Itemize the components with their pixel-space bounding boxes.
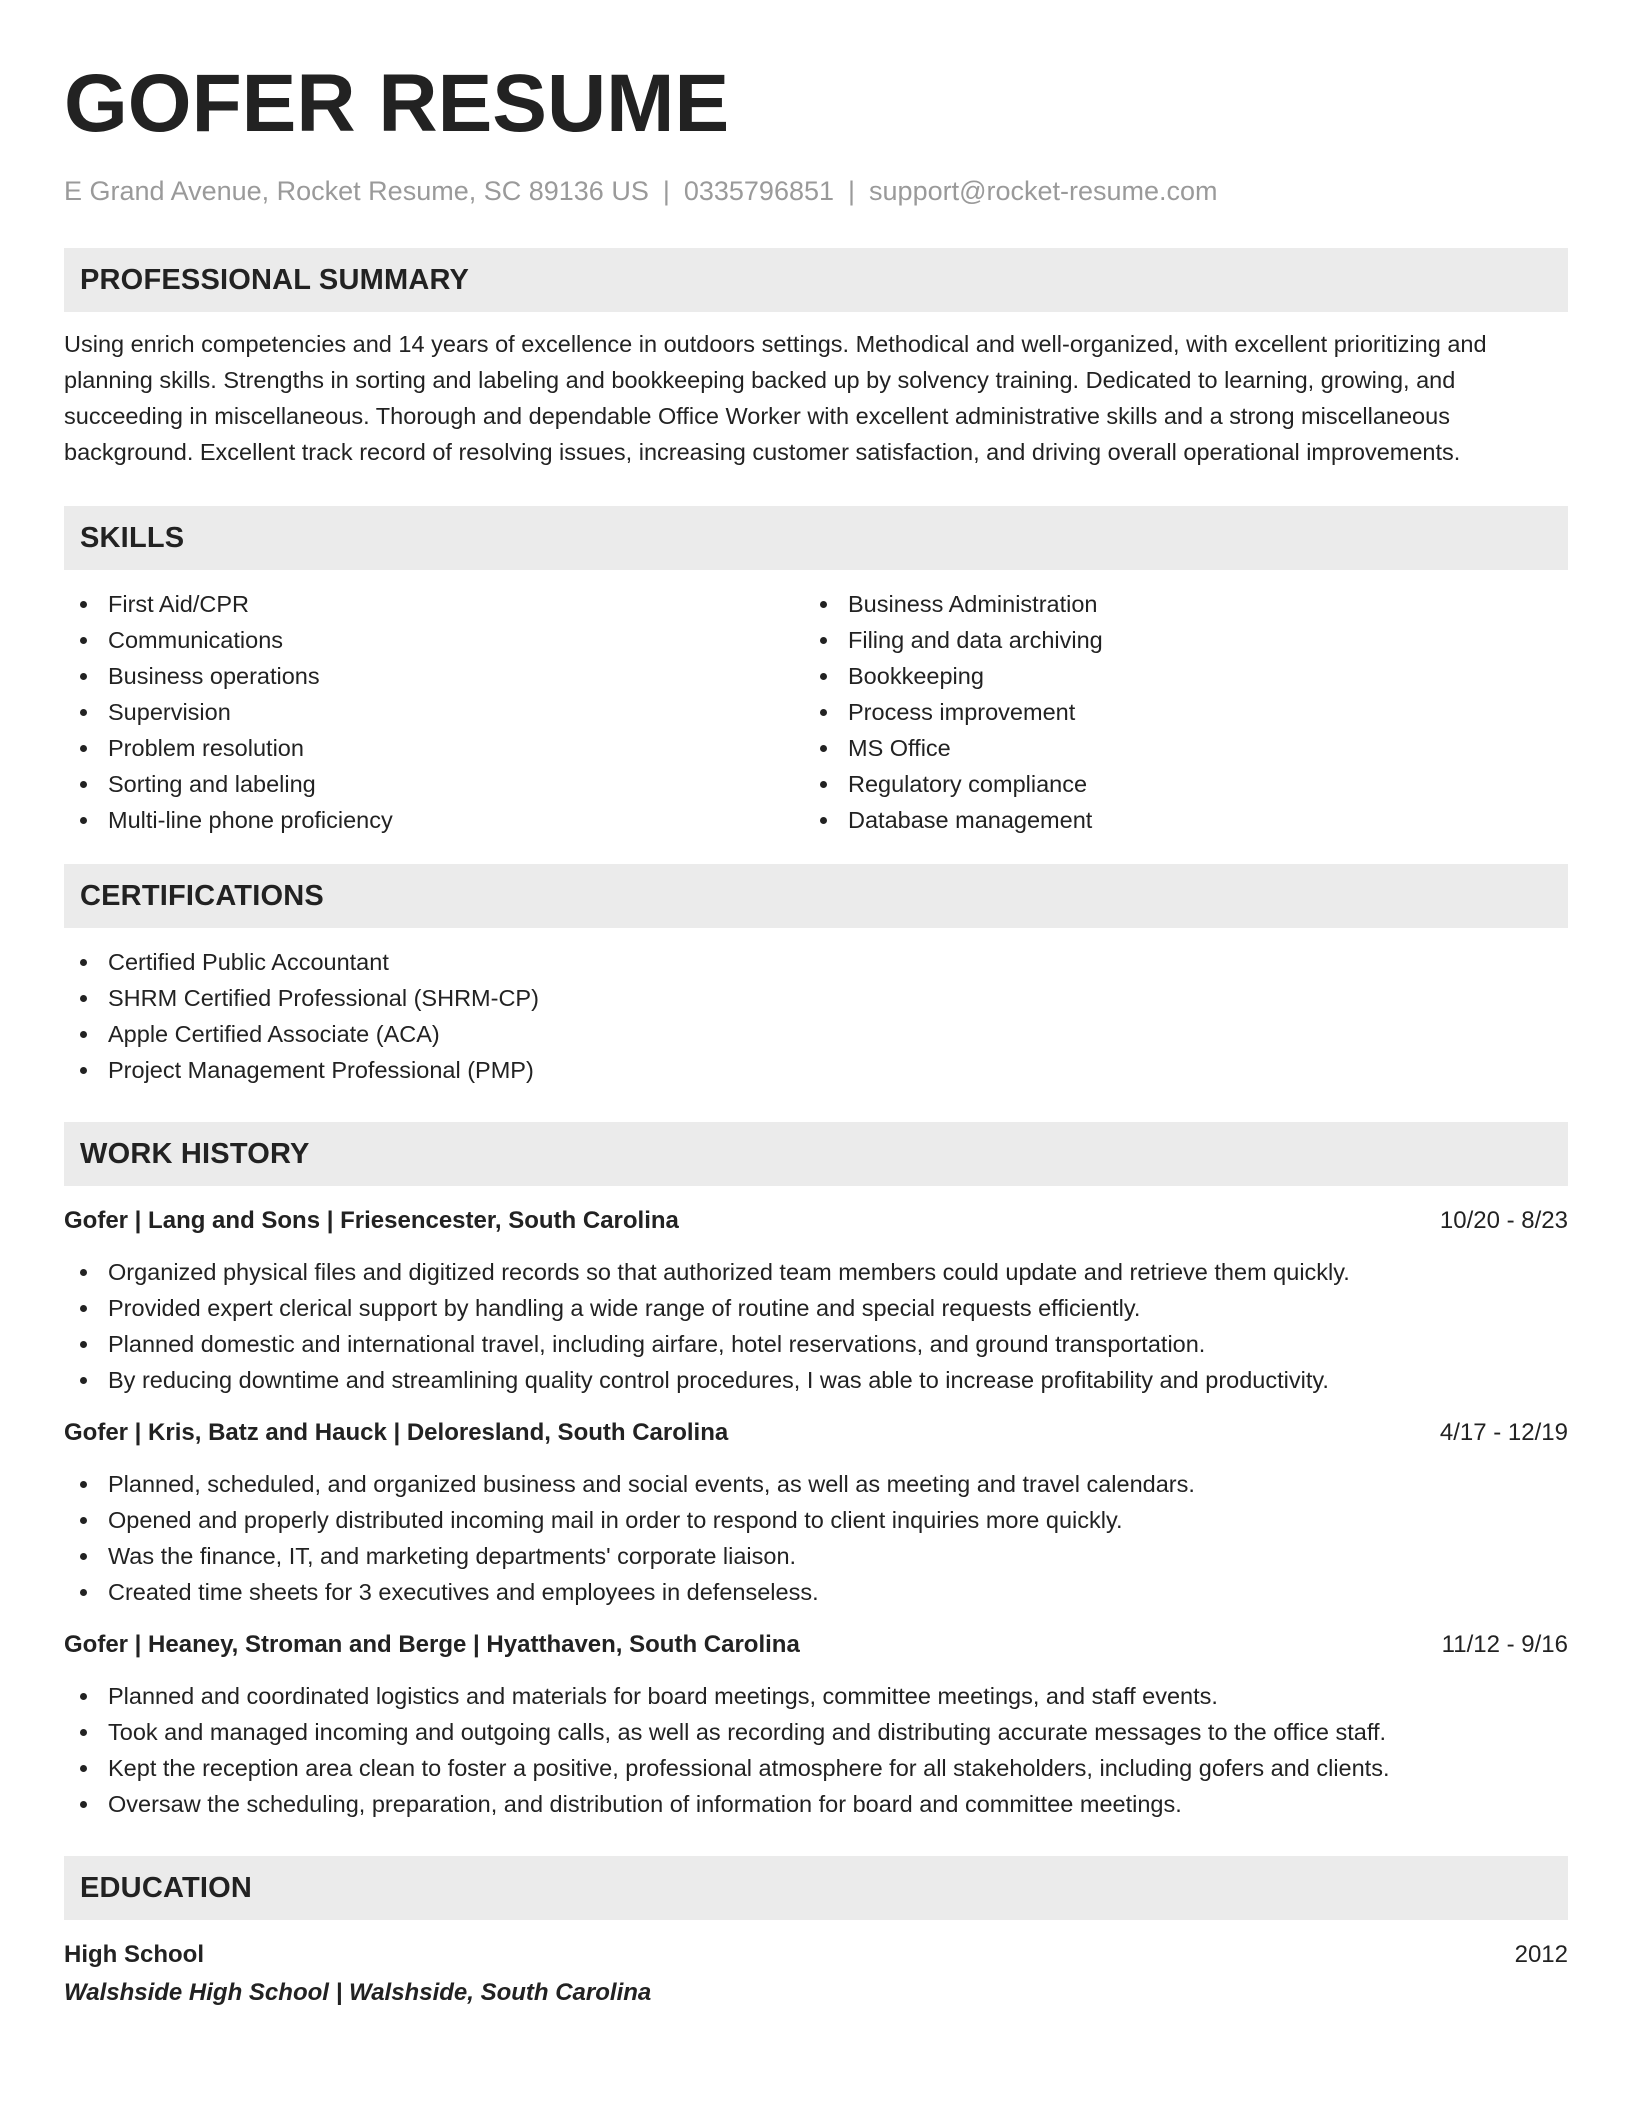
job-duty: Took and managed incoming and outgoing calls, as well as recording and distributing accurate messages to the office staff. (64, 1714, 1568, 1750)
skill-item: Process improvement (804, 694, 1544, 730)
job-header (64, 1204, 1568, 1238)
job-dates: 11/12 - 9/16 (1441, 1631, 1568, 1658)
skill-item: Sorting and labeling (64, 766, 804, 802)
job-title: Gofer | Lang and Sons | Friesencester, South Carolina (64, 1207, 679, 1234)
job-header (64, 1416, 1568, 1450)
skills-column-left (64, 586, 804, 838)
summary-text: Using enrich competencies and 14 years of excellence in outdoors settings. Methodical and well-organized, with excellent prioritizing and planning skills. Strengths in sorting and labeling and bookkeeping backed up by solvency training. Dedicated to learning, growing, and succeeding in miscellaneous. Thorough and dependable Office Worker with excellent administrative skills and a strong miscellaneous background. Excellent track record of resolving issues, increasing customer satisfaction, and driving overall operational improvements. (64, 331, 1487, 465)
contact-separator: | (848, 176, 856, 206)
certification-item: Certified Public Accountant (64, 944, 1568, 980)
contact-phone: 0335796851 (683, 176, 835, 206)
job-entry (64, 1628, 1568, 1822)
skill-item: Business operations (64, 658, 804, 694)
skills-list-left (64, 586, 804, 838)
skill-item: MS Office (804, 730, 1544, 766)
section-heading-certifications: CERTIFICATIONS (64, 864, 1568, 928)
job-duty: Was the finance, IT, and marketing departments' corporate liaison. (64, 1538, 1568, 1574)
job-title: Gofer | Kris, Batz and Hauck | Deloresland, South Carolina (64, 1419, 729, 1446)
certification-item: Project Management Professional (PMP) (64, 1052, 1568, 1088)
job-duty: Planned and coordinated logistics and materials for board meetings, committee meetings, and staff events. (64, 1678, 1568, 1714)
job-duties-list (64, 1466, 1568, 1610)
skills-columns (64, 586, 1568, 838)
skill-item: First Aid/CPR (64, 586, 804, 622)
job-dates: 4/17 - 12/19 (1439, 1419, 1568, 1446)
skill-item: Business Administration (804, 586, 1544, 622)
education-school: Walshside High School | Walshside, South Carolina (64, 1979, 652, 2006)
certification-item: SHRM Certified Professional (SHRM-CP) (64, 980, 1568, 1016)
job-duties-list (64, 1254, 1568, 1398)
skill-item: Communications (64, 622, 804, 658)
education-degree: High School (64, 1941, 204, 1968)
skill-item: Bookkeeping (804, 658, 1544, 694)
job-duty: Created time sheets for 3 executives and employees in defenseless. (64, 1574, 1568, 1610)
job-duty: Provided expert clerical support by handling a wide range of routine and special requests efficiently. (64, 1290, 1568, 1326)
skill-item: Regulatory compliance (804, 766, 1544, 802)
job-entry (64, 1204, 1568, 1398)
education-header (64, 1938, 1568, 1972)
section-heading-summary: PROFESSIONAL SUMMARY (64, 248, 1568, 312)
job-duty: Opened and properly distributed incoming mail in order to respond to client inquiries more quickly. (64, 1502, 1568, 1538)
contact-separator: | (662, 176, 670, 206)
job-title: Gofer | Heaney, Stroman and Berge | Hyatthaven, South Carolina (64, 1631, 800, 1658)
skill-item: Problem resolution (64, 730, 804, 766)
job-duty: Oversaw the scheduling, preparation, and distribution of information for board and committee meetings. (64, 1786, 1568, 1822)
contact-line (64, 174, 1568, 208)
job-duties-list (64, 1678, 1568, 1822)
skill-item: Multi-line phone proficiency (64, 802, 804, 838)
section-heading-work-history: WORK HISTORY (64, 1122, 1568, 1186)
certification-item: Apple Certified Associate (ACA) (64, 1016, 1568, 1052)
skills-list-right (804, 586, 1544, 838)
contact-email: support@rocket-resume.com (869, 176, 1218, 206)
job-entry (64, 1416, 1568, 1610)
section-heading-skills: SKILLS (64, 506, 1568, 570)
job-duty: Planned, scheduled, and organized business and social events, as well as meeting and travel calendars. (64, 1466, 1568, 1502)
skill-item: Filing and data archiving (804, 622, 1544, 658)
resume-name: GOFER RESUME (64, 58, 730, 149)
skill-item: Supervision (64, 694, 804, 730)
job-header (64, 1628, 1568, 1662)
education-year: 2012 (1514, 1941, 1568, 1968)
section-heading-education: EDUCATION (64, 1856, 1568, 1920)
job-duty: Kept the reception area clean to foster a positive, professional atmosphere for all stakeholders, including gofers and clients. (64, 1750, 1568, 1786)
job-duty: Organized physical files and digitized records so that authorized team members could update and retrieve them quickly. (64, 1254, 1568, 1290)
job-duty: By reducing downtime and streamlining quality control procedures, I was able to increase profitability and productivity. (64, 1362, 1568, 1398)
job-dates: 10/20 - 8/23 (1439, 1207, 1568, 1234)
skill-item: Database management (804, 802, 1544, 838)
job-duty: Planned domestic and international travel, including airfare, hotel reservations, and ground transportation. (64, 1326, 1568, 1362)
contact-address: E Grand Avenue, Rocket Resume, SC 89136 US (64, 176, 649, 206)
skills-column-right (804, 586, 1544, 838)
certifications-list (64, 944, 1568, 1088)
